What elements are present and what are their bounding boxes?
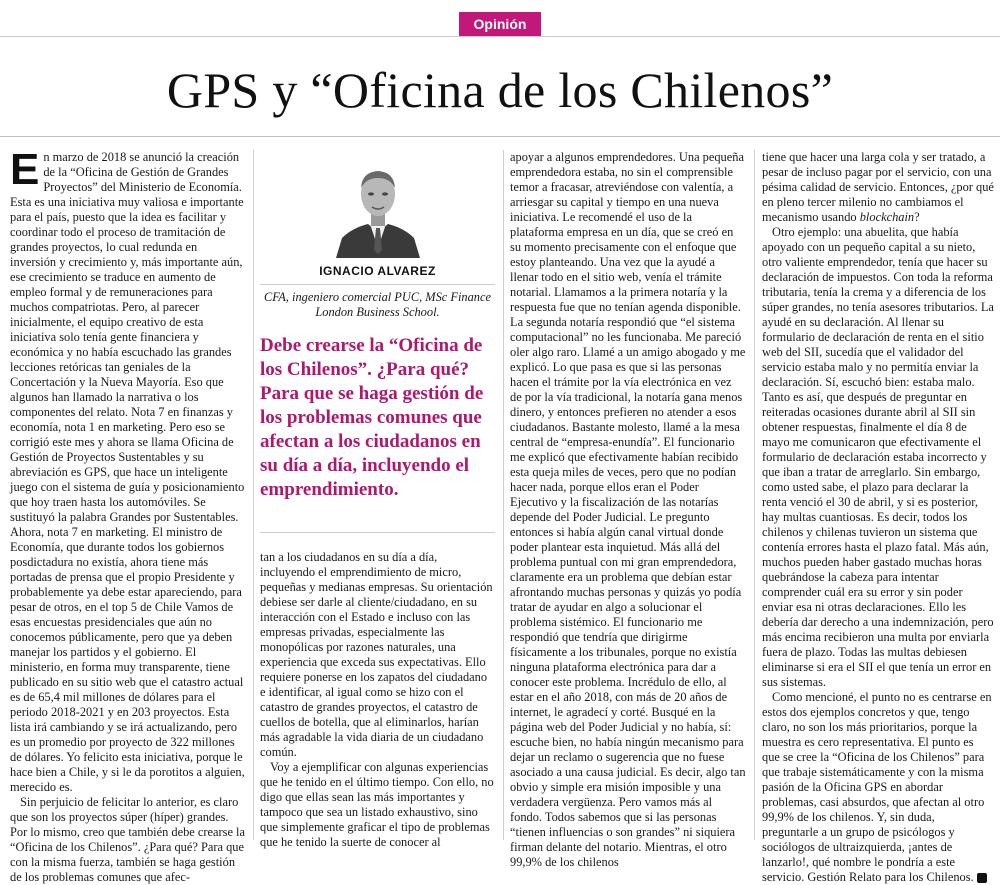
author-credentials: CFA, ingeniero comercial PUC, MSc Finance London Business School. [264,290,491,319]
article-column-2 [260,550,495,849]
author-portrait [328,158,428,258]
paragraph: Voy a ejemplificar con algunas experiencias que he tenido en el último tiempo. Con ello, no digo que ellas sean las más importantes y tampoco que sea un listado exhaustivo, sino que simplemente graficar el tipo de problemas que he tenido la suerte de conocer al [260,760,494,849]
author-name: IGNACIO ALVAREZ [319,264,436,278]
headline-rule [0,136,1000,137]
emphasis-text: blockchain [859,210,915,224]
top-rule [0,36,1000,37]
paragraph-text: Como mencioné, el punto no es centrarse en estos dos ejemplos concretos y que, tengo claro, no son los más prioritarios, porque la muestra es cero representativa. El punto es que se cree la “Oficina de los Chilenos” para que trabaje sistemáticamente y con la misma pasión de la Oficina GPS en abordar problemas, casi absurdos, que afectan al otro 99,9% de los chilenos. Y, sin duda, preguntarle a un grupo de psicólogos y sociólogos de ultraizquierda, ¡antes de lanzarlo!, qué nombre le pondría a este servicio. Gestión Relato para los Chilenos. [762,690,992,884]
article-column-1 [10,145,246,884]
column-divider [503,150,504,840]
paragraph: Otro ejemplo: una abuelita, que había apoyado con un pequeño capital a su nieto, otro valiente emprendedor, tenía que hacer su declaración de impuestos. Con toda la reforma tributaria, tenía la crema y a diferencia de los súper grandes, no tenía asesores tributarios. La ayudé en su declaración. Al llenar su formulario de declaración de renta en el sitio web del SII, sucedía que el validador del servicio estaba malo y no permitía enviar la declaración. Sí, escuchó bien: estaba malo. Tanto es así, que después de preguntar en reiteradas ocasiones durante abril al SII sin obtener respuestas, finalmente el día 8 de mayo me comunicaron que efectivamente el formulario de declaración estaba incorrecto y que iban a tratar de arreglarlo. Sin embargo, como usted sabe, el plazo para declarar la renta venció el 30 de abril, y si es posterior, hay multas cuantiosas. Es decir, todos los chilenos y chilenas tuvieron un sistema que contenía errores hasta el plazo fatal. Más aún, muchos pueden haber gastado muchas horas quebrándose la cabeza para intentar comprender cuál era su error y sin poder enviar esa ni otras declaraciones. Ello les debería dar derecho a una indemnización, pero más encima recibieron una multa por enviarla fuera de plazo. Todas las multas debiesen eliminarse si era el SII el que tenía un error en sus sistemas. [762,225,994,689]
column-divider [754,150,755,840]
column-divider [253,150,254,840]
author-box [260,150,495,325]
paragraph-text: ? [914,210,920,224]
drop-cap: E [10,145,40,194]
article-column-3 [510,150,746,869]
paragraph: Sin perjuicio de felicitar lo anterior, es claro que son los proyectos súper (híper) grandes. Por lo mismo, creo que también debe crearse la “Oficina de los Chilenos”. ¿Para qué? Para que con la misma fuerza, también se haga gestión de los problemas comunes que afec- [10,795,245,884]
headline: GPS y “Oficina de los Chilenos” [166,62,834,118]
section-tag: Opinión [459,12,541,36]
paragraph-text: tiene que hacer una larga cola y ser tratado, a pesar de incluso pagar por el servicio, con una pésima calidad de servicio. Entonces, ¿por qué en pleno tercer milenio no cambiamos el mecanismo usando [762,150,994,224]
author-rule [260,284,495,285]
paragraph: tan a los ciudadanos en su día a día, incluyendo el emprendimiento de micro, pequeñas y medianas empresas. Su orientación debiese ser darle al cliente/ciudadano, en su interacción con el Estado e incluso con las empresas privadas, especialmente las monopólicas por razones naturales, una experiencia que exceda sus expectativas. Ello requiere ponerse en los zapatos del ciudadano e identificar, al igual como se hizo con el catastro de grandes proyectos, el catastro de cuellos de botella, que al eliminarlos, harían más agradable la vida diaria de un ciudadano común. [260,550,493,759]
pull-quote: Debe crearse la “Oficina de los Chilenos”. ¿Para qué? Para que se haga gestión de los problemas comunes que afectan a los ciudadanos en su día a día, incluyendo el emprendimiento. [260,335,484,500]
paragraph: apoyar a algunos emprendedores. Una pequeña emprendedora estaba, no sin el comprensible temor a fracasar, atreviéndose con valentía, a arriesgar su capital y tiempo en una nueva iniciativa. Le recomendé el uso de la plataforma empresa en un día, que se creó en su momento precisamente con el enfoque que estoy planteando. Una vez que la ayudé a llenar todo en el sitio web, venía el trámite notarial. Llamamos a la primera notaría y la respuesta fue que no tenían agenda disponible. La segunda notaría respondió que “el sistema computacional” no les funcionaba. Me pareció oler algo raro. Llamé a un amigo abogado y me explicó. Lo que pasa es que si las personas hacen el trámite por la vía electrónica en vez de por la vía tradicional, la notaría gana menos dinero, y entonces prefieren no atender a esos ciudadanos. Bastante molesto, llamé a la mesa central de “empresa-enundía”. El funcionario me explicó que efectivamente habían recibido esta queja miles de veces, pero que no podían hacer nada, porque ellos eran el Poder Ejecutivo y la fiscalización de las notarías depende del Poder Judicial. Le pregunto entonces si había algún canal virtual donde poder plantear esta inquietud. Más allá del problema puntual con mi gran emprendedora, claramente era un problema que debían estar afrontando muchas personas y quizás yo podía tratar de ayudar en algo a solucionar el problema sistémico. El funcionario me respondió que tendría que dirigirme físicamente a los tribunales, porque no existía ninguna plataforma electrónica para dar a conocer este problema. Incrédulo de ello, al estar en el año 2018, con más de 20 años de internet, le agradecí y corté. Busqué en la página web del Poder Judicial y no había, sí: escuche bien, no había ningún mecanismo para dejar un reclamo o sugerencia que no fuese asociado a una causa judicial. Es decir, algo tan obvio y simple era misión imposible y una verdadera vergüenza. Pero vamos más al fondo. Todos sabemos que si las personas “tienen influencias o son grandes” ni siquiera firman delante del notario. Mientras, el otro 99,9% de los chilenos [510,150,746,869]
paragraph [762,150,994,225]
paragraph [762,690,994,885]
paragraph [10,145,246,795]
end-mark-icon [977,873,987,883]
pull-quote-rule [260,532,495,533]
article-column-4 [762,150,994,884]
paragraph-text: n marzo de 2018 se anunció la creación de la “Oficina de Gestión de Grandes Proyectos” del Ministerio de Economía. Esta es una iniciativa muy valiosa e importante para el país, puesto que la idea es facilitar y coordinar todo el proceso de tramitación de grandes proyectos, lo cual redunda en inversión y crecimiento y, más importante aún, ese crecimiento se traduce en aumento de empleo formal y de remuneraciones para muchos compatriotas. Pero, al parecer inicialmente, el equipo creativo de esta iniciativa solo tenía gente financiera y económica y no había escuchado las grandes lecciones retóricas tan geniales de la Concertación y la Nueva Mayoría. Eso que algunos han llamado la narrativa o los componentes del relato. Nota 7 en finanzas y economía, nota 1 en marketing. Pero eso se corrigió este mes y ahora se llama Oficina de Gestión de Proyectos Sustentables y su abreviación es GPS, que hace un inteligente juego con el sistema de guía y posicionamiento que hoy traen hasta los automóviles. Se sustituyó la palabra Grandes por Sustentables. Ahora, nota 7 en marketing. El ministro de Economía, que durante todos los gobiernos posdictadura no existía, ahora tiene más portadas de prensa que el propio Presidente y probablemente ya debe estar apareciendo, para pesar de otros, en el top 5 de Chile Vamos de esas encuestas presidenciales que aún no conocemos públicamente, pero que ya deben manejar los partidos y el gobierno. El ministerio, en forma muy transparente, tiene publicado en su sitio web que el catastro actual es de 65,4 mil millones de dólares para el periodo 2018-2021 y en 203 proyectos. Esta lista irá cambiando y se irá actualizando, pero es un promedio por proyecto de 322 millones de dólares. Yo felicito esta iniciativa, porque le hace bien a Chile, y si le da porotitos a alguien, merecido es. [10,150,245,794]
